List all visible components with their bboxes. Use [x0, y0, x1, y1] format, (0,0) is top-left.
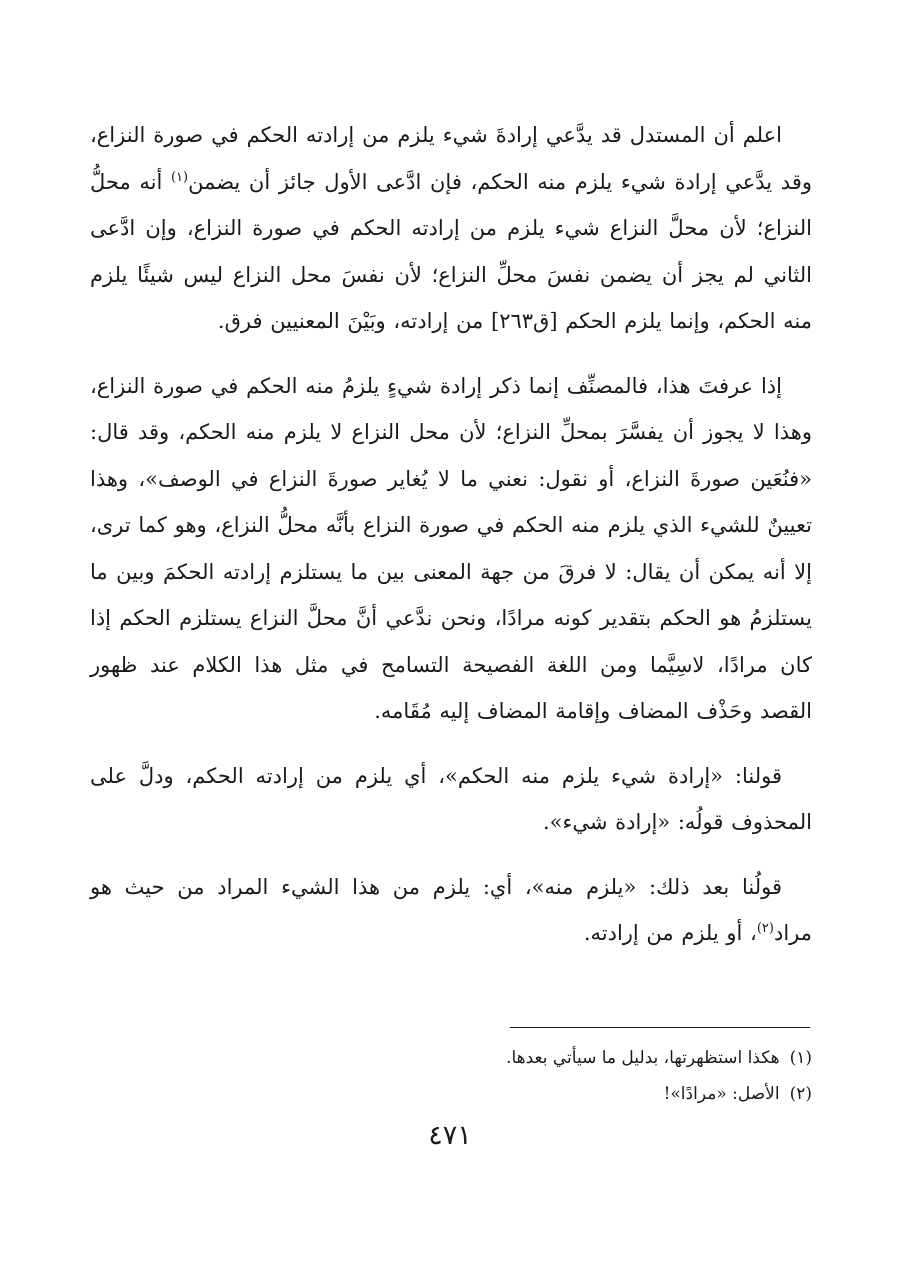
paragraph-4-text-b: ، أو يلزم من إرادته.: [583, 921, 757, 945]
footnote-1-number: (١): [789, 1048, 812, 1068]
paragraph-1-text-a: اعلم أن المستدل قد يدَّعي إرادةَ شيء يلزم من إرادته الحكم في صورة النزاع، وقد يدَّعي إرادة شيء يلزم منه الحكم، فإن ادَّعى الأول جائز أن يضمن: [90, 123, 812, 194]
footnote-divider: [510, 1027, 810, 1028]
main-text: [90, 112, 812, 975]
footnote-2: [90, 1076, 812, 1112]
paragraph-2: إذا عرفتَ هذا، فالمصنِّف إنما ذكر إرادة شيءٍ يلزمُ منه الحكم في صورة النزاع، وهذا لا يجوز أن يفسَّرَ بمحلِّ النزاع؛ لأن محل النزاع لا يلزم منه الحكم، وقد قال: «فنُعَين صورةَ النزاع، أو نقول: نعني ما لا يُغاير صورةَ النزاع في الوصف»، وهذا تعيينٌ للشيء الذي يلزم منه الحكم في صورة النزاع بأنَّه محلُّ النزاع، وهو كما ترى، إلا أنه يمكن أن يقال: لا فرقَ من جهة المعنى بين ما يستلزم إرادته الحكمَ وبين ما يستلزمُ هو الحكم بتقدير كونه مرادًا، ونحن ندَّعي أنَّ محلَّ النزاع يستلزم الحكم إذا كان مرادًا، لاسِيَّما ومن اللغة الفصيحة التسامح في مثل هذا الكلام عند ظهور القصد وحَذْف المضاف وإقامة المضاف إليه مُقَامه.: [90, 373, 812, 723]
footnote-1: [90, 1040, 812, 1076]
page-number: ٤٧١: [428, 1120, 472, 1151]
paragraph-4: [90, 864, 812, 957]
footnote-2-number: (٢): [789, 1084, 812, 1104]
footnote-marker-2: (٢): [756, 921, 774, 936]
footnote-marker-1: (١): [170, 169, 189, 185]
footnote-2-text: الأصل: «مرادًا»!: [663, 1084, 780, 1104]
paragraph-3: قولنا: «إرادة شيء يلزم منه الحكم»، أي يلزم من إرادته الحكم، ودلَّ على المحذوف قولُه: «إرادة شيء».: [90, 763, 812, 834]
footnote-1-text: هكذا استظهرتها، بدليل ما سيأتي بعدها.: [506, 1048, 780, 1068]
paragraph-4-text-a: قولُنا بعد ذلك: «يلزم منه»، أي: يلزم من هذا الشيء المراد من حيث هو مراد: [90, 874, 812, 945]
footnotes: [90, 1040, 812, 1112]
paragraph-1-text-b: أنه محلُّ النزاع؛ لأن محلَّ النزاع شيء يلزم من إرادته الحكم في صورة النزاع، وإن ادَّعى الثاني لم يجز أن يضمن نفسَ محلِّ النزاع؛ لأن نفسَ محل النزاع ليس شيئًا يلزم منه الحكم، وإنما يلزم الحكم [ق٢٦٣] من إرادته، وبَيْنَ المعنيين فرق.: [90, 169, 812, 333]
paragraph-1: [90, 112, 812, 345]
